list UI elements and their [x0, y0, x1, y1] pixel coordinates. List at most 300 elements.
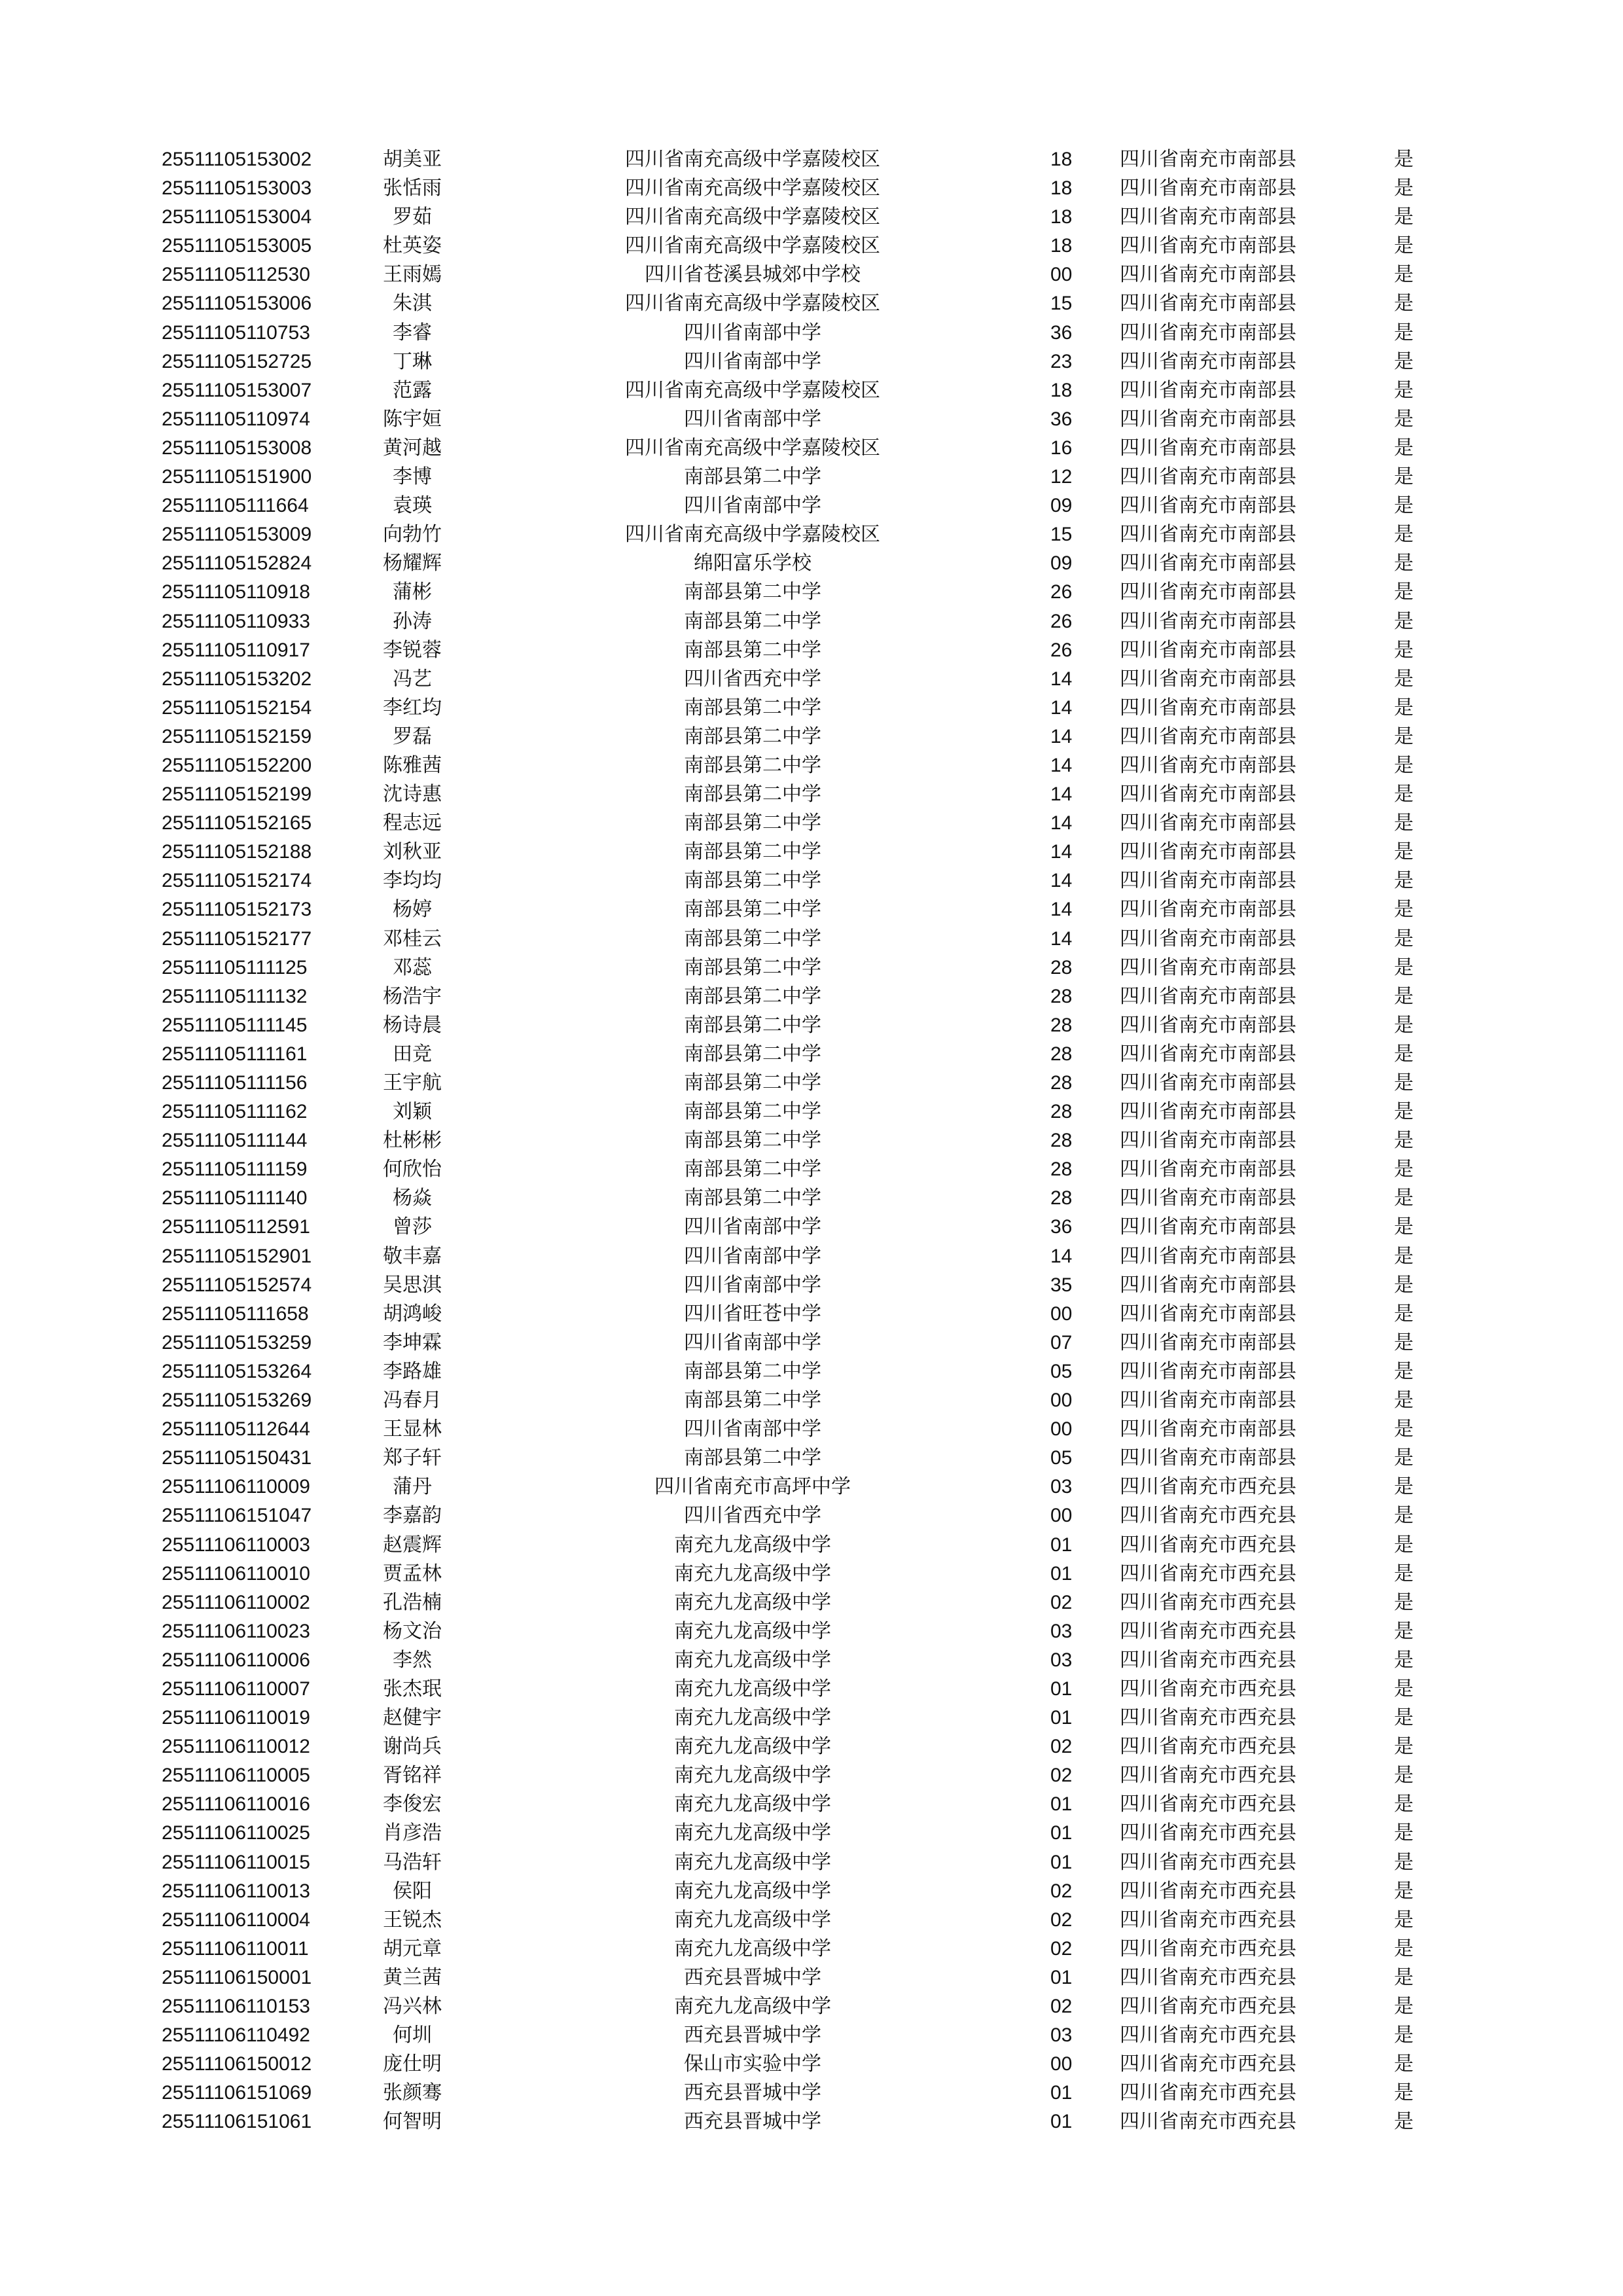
exam-number: 25511105151900 [162, 466, 312, 488]
student-name: 邓蕊 [393, 956, 432, 979]
table-row [0, 1848, 1623, 1877]
table-row [0, 1098, 1623, 1126]
exam-number: 25511105153003 [162, 177, 312, 200]
exam-number: 25511105111140 [162, 1187, 308, 1210]
exam-number: 25511106110011 [162, 1937, 309, 1960]
status-flag: 是 [1394, 1100, 1414, 1124]
exam-number: 25511106110492 [162, 2024, 310, 2047]
class-code: 02 [1050, 1736, 1073, 1758]
exam-number: 25511105152725 [162, 350, 312, 372]
table-row [0, 1560, 1623, 1588]
class-code: 00 [1050, 2053, 1073, 2075]
school-name: 四川省西充中学 [684, 1504, 821, 1528]
class-code: 00 [1050, 1418, 1073, 1441]
school-name: 南部县第二中学 [684, 984, 821, 1008]
table-row [0, 867, 1623, 895]
region: 四川省南充市南部县 [1120, 436, 1296, 459]
exam-number: 25511105152174 [162, 870, 312, 892]
exam-number: 25511106150001 [162, 1966, 312, 1988]
student-name: 蒲丹 [393, 1475, 432, 1499]
class-code: 18 [1050, 379, 1073, 401]
exam-number: 25511105153005 [162, 235, 312, 257]
region: 四川省南充市南部县 [1120, 812, 1296, 835]
school-name: 南部县第二中学 [684, 840, 821, 864]
exam-number: 25511105152824 [162, 552, 312, 575]
student-name: 冯春月 [383, 1389, 442, 1412]
table-row [0, 607, 1623, 636]
exam-number: 25511105110933 [162, 610, 310, 632]
region: 四川省南充市西充县 [1120, 1648, 1296, 1672]
table-row [0, 838, 1623, 867]
region: 四川省南充市西充县 [1120, 1821, 1296, 1845]
status-flag: 是 [1394, 581, 1414, 604]
student-name: 何智明 [383, 2110, 442, 2134]
status-flag: 是 [1394, 696, 1414, 719]
table-row [0, 174, 1623, 203]
region: 四川省南充市南部县 [1120, 725, 1296, 748]
school-name: 四川省南部中学 [684, 1273, 821, 1297]
region: 四川省南充市南部县 [1120, 609, 1296, 633]
student-name: 杨诗晨 [383, 1013, 442, 1037]
exam-number: 25511106110012 [162, 1736, 310, 1758]
school-name: 南充九龙高级中学 [674, 1850, 831, 1874]
status-flag: 是 [1394, 1965, 1414, 1989]
student-name: 冯艺 [393, 667, 432, 691]
school-name: 四川省西充中学 [684, 667, 821, 691]
table-row [0, 376, 1623, 405]
table-row [0, 260, 1623, 289]
school-name: 南部县第二中学 [684, 783, 821, 806]
status-flag: 是 [1394, 148, 1414, 171]
status-flag: 是 [1394, 1475, 1414, 1499]
school-name: 四川省南部中学 [684, 494, 821, 518]
exam-number: 25511105111125 [162, 956, 308, 978]
class-code: 03 [1050, 1620, 1073, 1642]
exam-number: 25511105152177 [162, 927, 312, 950]
region: 四川省南充市南部县 [1120, 1359, 1296, 1383]
class-code: 01 [1050, 2111, 1073, 2133]
school-name: 南部县第二中学 [684, 581, 821, 604]
class-code: 14 [1050, 841, 1073, 863]
status-flag: 是 [1394, 1879, 1414, 1903]
table-row [0, 492, 1623, 520]
school-name: 南充九龙高级中学 [674, 1764, 831, 1787]
status-flag: 是 [1394, 725, 1414, 748]
region: 四川省南充市南部县 [1120, 1100, 1296, 1124]
student-name: 赵健宇 [383, 1706, 442, 1730]
student-name: 肖彦浩 [383, 1821, 442, 1845]
region: 四川省南充市南部县 [1120, 1129, 1296, 1153]
school-name: 南部县第二中学 [684, 696, 821, 719]
exam-number: 25511105152159 [162, 725, 312, 747]
status-flag: 是 [1394, 753, 1414, 777]
status-flag: 是 [1394, 1359, 1414, 1383]
region: 四川省南充市南部县 [1120, 869, 1296, 893]
table-row [0, 1126, 1623, 1155]
exam-number: 25511106110013 [162, 1880, 310, 1902]
status-flag: 是 [1394, 292, 1414, 315]
region: 四川省南充市西充县 [1120, 2081, 1296, 2105]
exam-number: 25511105153202 [162, 668, 312, 690]
school-name: 南充九龙高级中学 [674, 1677, 831, 1700]
school-name: 保山市实验中学 [684, 2053, 821, 2076]
student-name: 王显林 [383, 1418, 442, 1441]
student-name: 张颜骞 [383, 2081, 442, 2105]
region: 四川省南充市南部县 [1120, 148, 1296, 171]
class-code: 18 [1050, 235, 1073, 257]
table-row [0, 665, 1623, 694]
student-name: 程志远 [383, 812, 442, 835]
status-flag: 是 [1394, 609, 1414, 633]
table-row [0, 1069, 1623, 1098]
class-code: 00 [1050, 264, 1073, 286]
student-name: 杜英姿 [383, 234, 442, 258]
student-name: 李嘉韵 [383, 1504, 442, 1528]
student-name: 李俊宏 [383, 1793, 442, 1816]
class-code: 18 [1050, 149, 1073, 170]
student-name: 沈诗惠 [383, 783, 442, 806]
student-name: 孙涛 [393, 609, 432, 633]
school-name: 南部县第二中学 [684, 1158, 821, 1181]
exam-number: 25511106110025 [162, 1822, 310, 1844]
school-name: 四川省旺苍中学 [684, 1302, 821, 1325]
school-name: 南部县第二中学 [684, 898, 821, 922]
region: 四川省南充市南部县 [1120, 956, 1296, 979]
exam-number: 25511106151061 [162, 2111, 312, 2133]
table-row [0, 2050, 1623, 2079]
school-name: 四川省南充市高坪中学 [654, 1475, 851, 1499]
student-name: 朱淇 [393, 292, 432, 315]
class-code: 36 [1050, 321, 1073, 344]
region: 四川省南充市西充县 [1120, 2024, 1296, 2047]
status-flag: 是 [1394, 927, 1414, 950]
student-name: 孔浩楠 [383, 1590, 442, 1614]
student-name: 向勃竹 [383, 523, 442, 547]
student-name: 黄兰茜 [383, 1965, 442, 1989]
class-code: 23 [1050, 350, 1073, 372]
school-name: 南充九龙高级中学 [674, 1648, 831, 1672]
status-flag: 是 [1394, 2053, 1414, 2076]
status-flag: 是 [1394, 1764, 1414, 1787]
exam-number: 25511105110918 [162, 581, 310, 603]
class-code: 18 [1050, 206, 1073, 228]
region: 四川省南充市西充县 [1120, 1706, 1296, 1730]
school-name: 南部县第二中学 [684, 725, 821, 748]
status-flag: 是 [1394, 234, 1414, 258]
school-name: 南充九龙高级中学 [674, 1533, 831, 1556]
region: 四川省南充市西充县 [1120, 1965, 1296, 1989]
region: 四川省南充市南部县 [1120, 1071, 1296, 1094]
student-name: 侯阳 [393, 1879, 432, 1903]
status-flag: 是 [1394, 2024, 1414, 2047]
student-name: 李坤霖 [383, 1331, 442, 1354]
region: 四川省南充市南部县 [1120, 1158, 1296, 1181]
region: 四川省南充市南部县 [1120, 898, 1296, 922]
class-code: 15 [1050, 524, 1073, 546]
exam-number: 25511105152188 [162, 841, 312, 863]
class-code: 28 [1050, 1072, 1073, 1094]
exam-number: 25511105153009 [162, 524, 312, 546]
region: 四川省南充市南部县 [1120, 1273, 1296, 1297]
status-flag: 是 [1394, 1331, 1414, 1354]
student-name: 马浩轩 [383, 1850, 442, 1874]
school-name: 四川省南部中学 [684, 1331, 821, 1354]
school-name: 四川省南部中学 [684, 350, 821, 373]
status-flag: 是 [1394, 1446, 1414, 1470]
status-flag: 是 [1394, 1158, 1414, 1181]
exam-number: 25511105152165 [162, 812, 312, 834]
student-name: 田竞 [393, 1042, 432, 1066]
table-row [0, 1732, 1623, 1761]
school-name: 四川省南充高级中学嘉陵校区 [625, 523, 880, 547]
table-row [0, 925, 1623, 954]
class-code: 28 [1050, 1187, 1073, 1210]
class-code: 14 [1050, 870, 1073, 892]
class-code: 09 [1050, 495, 1073, 517]
table-row [0, 780, 1623, 809]
status-flag: 是 [1394, 1215, 1414, 1239]
region: 四川省南充市南部县 [1120, 407, 1296, 431]
exam-number: 25511105111664 [162, 495, 309, 517]
class-code: 14 [1050, 812, 1073, 834]
class-code: 28 [1050, 1014, 1073, 1036]
school-name: 南部县第二中学 [684, 1389, 821, 1412]
school-name: 四川省南充高级中学嘉陵校区 [625, 436, 880, 459]
exam-number: 25511105112591 [162, 1216, 310, 1238]
student-name: 谢尚兵 [383, 1735, 442, 1759]
table-row [0, 1704, 1623, 1732]
region: 四川省南充市西充县 [1120, 1590, 1296, 1614]
table-row [0, 1964, 1623, 1992]
school-name: 四川省南充高级中学嘉陵校区 [625, 234, 880, 258]
table-row [0, 1790, 1623, 1819]
class-code: 28 [1050, 1158, 1073, 1181]
region: 四川省南充市南部县 [1120, 523, 1296, 547]
status-flag: 是 [1394, 206, 1414, 229]
student-name: 杜彬彬 [383, 1129, 442, 1153]
status-flag: 是 [1394, 1504, 1414, 1528]
class-code: 12 [1050, 466, 1073, 488]
region: 四川省南充市南部县 [1120, 581, 1296, 604]
table-row [0, 982, 1623, 1011]
school-name: 南充九龙高级中学 [674, 1879, 831, 1903]
student-name: 郑子轩 [383, 1446, 442, 1470]
class-code: 36 [1050, 408, 1073, 430]
student-name: 张杰珉 [383, 1677, 442, 1700]
status-flag: 是 [1394, 1244, 1414, 1268]
exam-number: 25511105152574 [162, 1274, 312, 1296]
table-row [0, 1761, 1623, 1790]
status-flag: 是 [1394, 1013, 1414, 1037]
table-row [0, 636, 1623, 665]
student-name: 范露 [393, 378, 432, 402]
school-name: 四川省南充高级中学嘉陵校区 [625, 177, 880, 200]
status-flag: 是 [1394, 1590, 1414, 1614]
class-code: 01 [1050, 1534, 1073, 1556]
class-code: 35 [1050, 1274, 1073, 1296]
table-row [0, 2021, 1623, 2050]
status-flag: 是 [1394, 1071, 1414, 1094]
exam-number: 25511105152200 [162, 754, 312, 776]
student-name: 李锐蓉 [383, 638, 442, 662]
table-row [0, 1531, 1623, 1560]
region: 四川省南充市南部县 [1120, 378, 1296, 402]
region: 四川省南充市南部县 [1120, 984, 1296, 1008]
class-code: 26 [1050, 610, 1073, 632]
table-row [0, 1184, 1623, 1213]
status-flag: 是 [1394, 812, 1414, 835]
status-flag: 是 [1394, 1908, 1414, 1931]
exam-number: 25511105150431 [162, 1447, 312, 1469]
class-code: 01 [1050, 1793, 1073, 1816]
table-row [0, 520, 1623, 549]
exam-number: 25511105112644 [162, 1418, 310, 1441]
student-name: 胥铭祥 [383, 1764, 442, 1787]
class-code: 18 [1050, 177, 1073, 200]
class-code: 01 [1050, 1677, 1073, 1700]
student-name: 胡美亚 [383, 148, 442, 171]
table-row [0, 1329, 1623, 1357]
region: 四川省南充市南部县 [1120, 292, 1296, 315]
class-code: 14 [1050, 899, 1073, 921]
exam-number: 25511105152173 [162, 899, 312, 921]
school-name: 南部县第二中学 [684, 812, 821, 835]
student-name: 李路雄 [383, 1359, 442, 1383]
exam-number: 25511106110009 [162, 1476, 310, 1498]
school-name: 南部县第二中学 [684, 1359, 821, 1383]
region: 四川省南充市西充县 [1120, 1937, 1296, 1960]
class-code: 14 [1050, 668, 1073, 690]
student-name: 李均均 [383, 869, 442, 893]
table-row [0, 723, 1623, 751]
region: 四川省南充市南部县 [1120, 552, 1296, 575]
class-code: 15 [1050, 293, 1073, 315]
student-name: 王宇航 [383, 1071, 442, 1094]
table-row [0, 1213, 1623, 1242]
table-row [0, 1357, 1623, 1386]
exam-number: 25511105152901 [162, 1245, 312, 1267]
class-code: 02 [1050, 1937, 1073, 1960]
region: 四川省南充市南部县 [1120, 1302, 1296, 1325]
region: 四川省南充市南部县 [1120, 1331, 1296, 1354]
table-row [0, 895, 1623, 924]
region: 四川省南充市南部县 [1120, 263, 1296, 287]
school-name: 绵阳富乐学校 [694, 552, 812, 575]
table-row [0, 145, 1623, 174]
class-code: 14 [1050, 1245, 1073, 1267]
exam-number: 25511106150012 [162, 2053, 312, 2075]
school-name: 南部县第二中学 [684, 753, 821, 777]
student-table [0, 145, 1623, 2136]
status-flag: 是 [1394, 1187, 1414, 1210]
school-name: 南部县第二中学 [684, 869, 821, 893]
school-name: 南充九龙高级中学 [674, 1619, 831, 1643]
school-name: 南充九龙高级中学 [674, 1908, 831, 1931]
table-row [0, 1473, 1623, 1501]
school-name: 南部县第二中学 [684, 638, 821, 662]
table-row [0, 1155, 1623, 1184]
class-code: 28 [1050, 1101, 1073, 1123]
table-row [0, 954, 1623, 982]
region: 四川省南充市南部县 [1120, 696, 1296, 719]
table-row [0, 232, 1623, 260]
class-code: 00 [1050, 1505, 1073, 1527]
status-flag: 是 [1394, 1533, 1414, 1556]
school-name: 南部县第二中学 [684, 1042, 821, 1066]
school-name: 四川省南充高级中学嘉陵校区 [625, 148, 880, 171]
table-row [0, 1040, 1623, 1069]
student-name: 袁瑛 [393, 494, 432, 518]
student-name: 李红均 [383, 696, 442, 719]
student-name: 杨耀辉 [383, 552, 442, 575]
region: 四川省南充市南部县 [1120, 234, 1296, 258]
region: 四川省南充市南部县 [1120, 638, 1296, 662]
table-row [0, 1011, 1623, 1040]
region: 四川省南充市南部县 [1120, 177, 1296, 200]
exam-number: 25511106110019 [162, 1707, 310, 1729]
exam-number: 25511106110023 [162, 1620, 310, 1642]
exam-number: 25511105153264 [162, 1360, 312, 1382]
school-name: 南部县第二中学 [684, 1129, 821, 1153]
table-row [0, 1386, 1623, 1415]
class-code: 28 [1050, 985, 1073, 1007]
table-row [0, 1877, 1623, 1906]
table-row [0, 1646, 1623, 1675]
status-flag: 是 [1394, 177, 1414, 200]
student-name: 杨焱 [393, 1187, 432, 1210]
exam-number: 25511105111132 [162, 985, 308, 1007]
student-name: 胡元章 [383, 1937, 442, 1960]
exam-number: 25511105152154 [162, 696, 312, 719]
exam-number: 25511106110003 [162, 1534, 310, 1556]
status-flag: 是 [1394, 1648, 1414, 1672]
table-row [0, 1935, 1623, 1964]
school-name: 南部县第二中学 [684, 1187, 821, 1210]
student-name: 罗茹 [393, 206, 432, 229]
status-flag: 是 [1394, 1706, 1414, 1730]
student-name: 张恬雨 [383, 177, 442, 200]
school-name: 西充县晋城中学 [684, 1965, 821, 1989]
table-row [0, 1992, 1623, 2021]
region: 四川省南充市西充县 [1120, 1677, 1296, 1700]
region: 四川省南充市南部县 [1120, 840, 1296, 864]
status-flag: 是 [1394, 840, 1414, 864]
exam-number: 25511105153002 [162, 149, 312, 170]
status-flag: 是 [1394, 1389, 1414, 1412]
status-flag: 是 [1394, 436, 1414, 459]
student-name: 庞仕明 [383, 2053, 442, 2076]
table-row [0, 1415, 1623, 1444]
region: 四川省南充市西充县 [1120, 1850, 1296, 1874]
class-code: 36 [1050, 1216, 1073, 1238]
table-row [0, 1617, 1623, 1646]
status-flag: 是 [1394, 407, 1414, 431]
status-flag: 是 [1394, 1677, 1414, 1700]
table-row [0, 203, 1623, 232]
table-row [0, 578, 1623, 607]
class-code: 05 [1050, 1360, 1073, 1382]
table-row [0, 1300, 1623, 1329]
school-name: 西充县晋城中学 [684, 2081, 821, 2105]
school-name: 四川省南部中学 [684, 407, 821, 431]
table-row [0, 463, 1623, 492]
status-flag: 是 [1394, 1850, 1414, 1874]
student-name: 罗磊 [393, 725, 432, 748]
status-flag: 是 [1394, 494, 1414, 518]
class-code: 02 [1050, 1996, 1073, 2017]
class-code: 14 [1050, 725, 1073, 747]
exam-number: 25511105111156 [162, 1072, 308, 1094]
